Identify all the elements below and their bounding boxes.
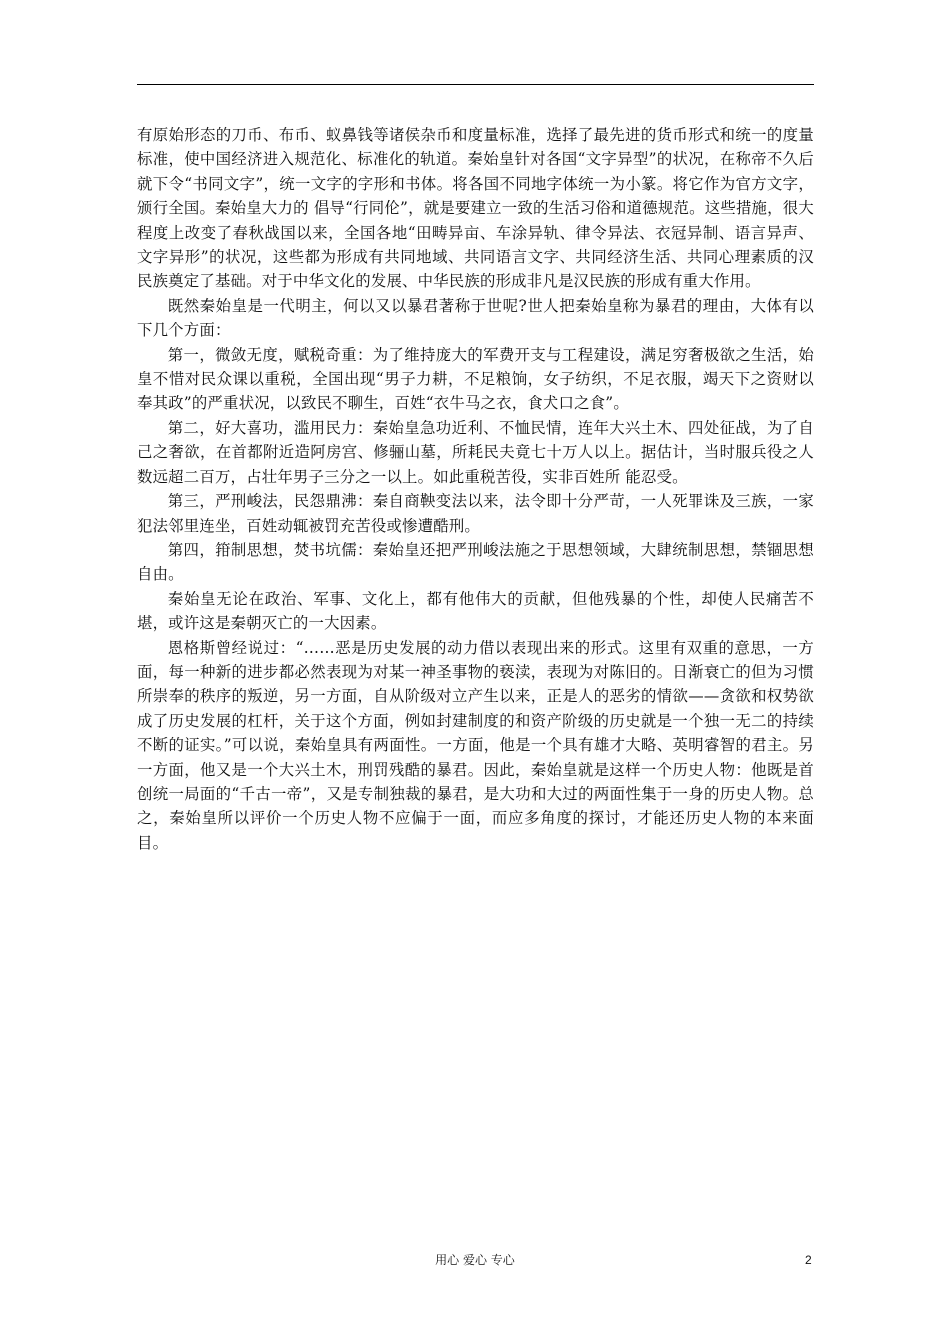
paragraph-continuation: 有原始形态的刀币、布币、蚁鼻钱等诸侯杂币和度量标准，选择了最先进的货币形式和统一的度量标准，使中国经济进入规范化、标准化的轨道。秦始皇针对各国“文字异型”的状况，在称帝不久后就下令“书同文字”，统一文字的字形和书体。将各国不同地字体统一为小篆。将它作为官方文字，颁行全国。秦始皇大力的 倡导“行同伦”，就是要建立一致的生活习俗和道德规范。这些措施，很大程度上改变了春秋战国以来，全国各地“田畴异亩、车涂异轨、律令异法、衣冠异制、语言异声、文字异形”的状况，这些都为形成有共同地域、共同语言文字、共同经济生活、共同心理素质的汉民族奠定了基础。对于中华文化的发展、中华民族的形成非凡是汉民族的形成有重大作用。	[137, 126, 814, 291]
paragraph-point-one: 第一，微敛无度，赋税奇重：为了维持庞大的军费开支与工程建设，满足穷奢极欲之生活，始皇不惜对民众课以重税，全国出现“男子力耕，不足粮饷，女子纺织，不足衣服，竭天下之资财以奉其政”的严重状况，以致民不聊生，百姓“衣牛马之衣，食犬口之食”。	[137, 345, 814, 413]
header-rule	[137, 84, 814, 85]
document-body	[137, 123, 814, 855]
footer-text: 用心 爱心 专心	[435, 1253, 515, 1267]
paragraph-point-three: 第三，严刑峻法，民怨鼎沸：秦自商鞅变法以来，法令即十分严苛，一人死罪诛及三族，一家犯法邻里连坐，百姓动辄被罚充苦役或惨遭酷刑。	[137, 492, 814, 535]
paragraph-point-four: 第四，箝制思想，焚书坑儒：秦始皇还把严刑峻法施之于思想领域，大肆统制思想，禁锢思想自由。	[137, 540, 814, 584]
paragraph-summary: 秦始皇无论在政治、军事、文化上，都有他伟大的贡献，但他残暴的个性，却使人民痛苦不堪，或许这是秦朝灭亡的一大因素。	[137, 589, 814, 633]
page-number: 2	[805, 1253, 812, 1267]
paragraph-engels-quote: 恩格斯曾经说过：“……恶是历史发展的动力借以表现出来的形式。这里有双重的意思，一方面，每一种新的进步都必然表现为对某一神圣事物的亵渎，表现为对陈旧的。日渐衰亡的但为习惯所崇奉的秩序的叛逆，另一方面，自从阶级对立产生以来，正是人的恶劣的情欲——贪欲和权势欲成了历史发展的杠杆，关于这个方面，例如封建制度的和资产阶级的历史就是一个独一无二的持续不断的证实。”可以说，秦始皇具有两面性。一方面，他是一个具有雄才大略、英明睿智的君主。另一方面，他又是一个大兴土木，刑罚残酷的暴君。因此，秦始皇就是这样一个历史人物：他既是首创统一局面的“千古一帝”，又是专制独裁的暴君，是大功和大过的两面性集于一身的历史人物。总之，秦始皇所以评价一个历史人物不应偏于一面，而应多角度的探讨，才能还历史人物的本来面目。	[137, 638, 814, 852]
paragraph-point-two: 第二，好大喜功，滥用民力：秦始皇急功近利、不恤民情，连年大兴土木、四处征战，为了自己之奢欲，在首都附近造阿房宫、修骊山墓，所耗民夫竟七十万人以上。据估计，当时服兵役之人数远超二百万，占壮年男子三分之一以上。如此重税苦役，实非百姓所 能忍受。	[137, 418, 814, 486]
paragraph-tyrant-question: 既然秦始皇是一代明主，何以又以暴君著称于世呢?世人把秦始皇称为暴君的理由，大体有以下几个方面：	[137, 296, 814, 340]
